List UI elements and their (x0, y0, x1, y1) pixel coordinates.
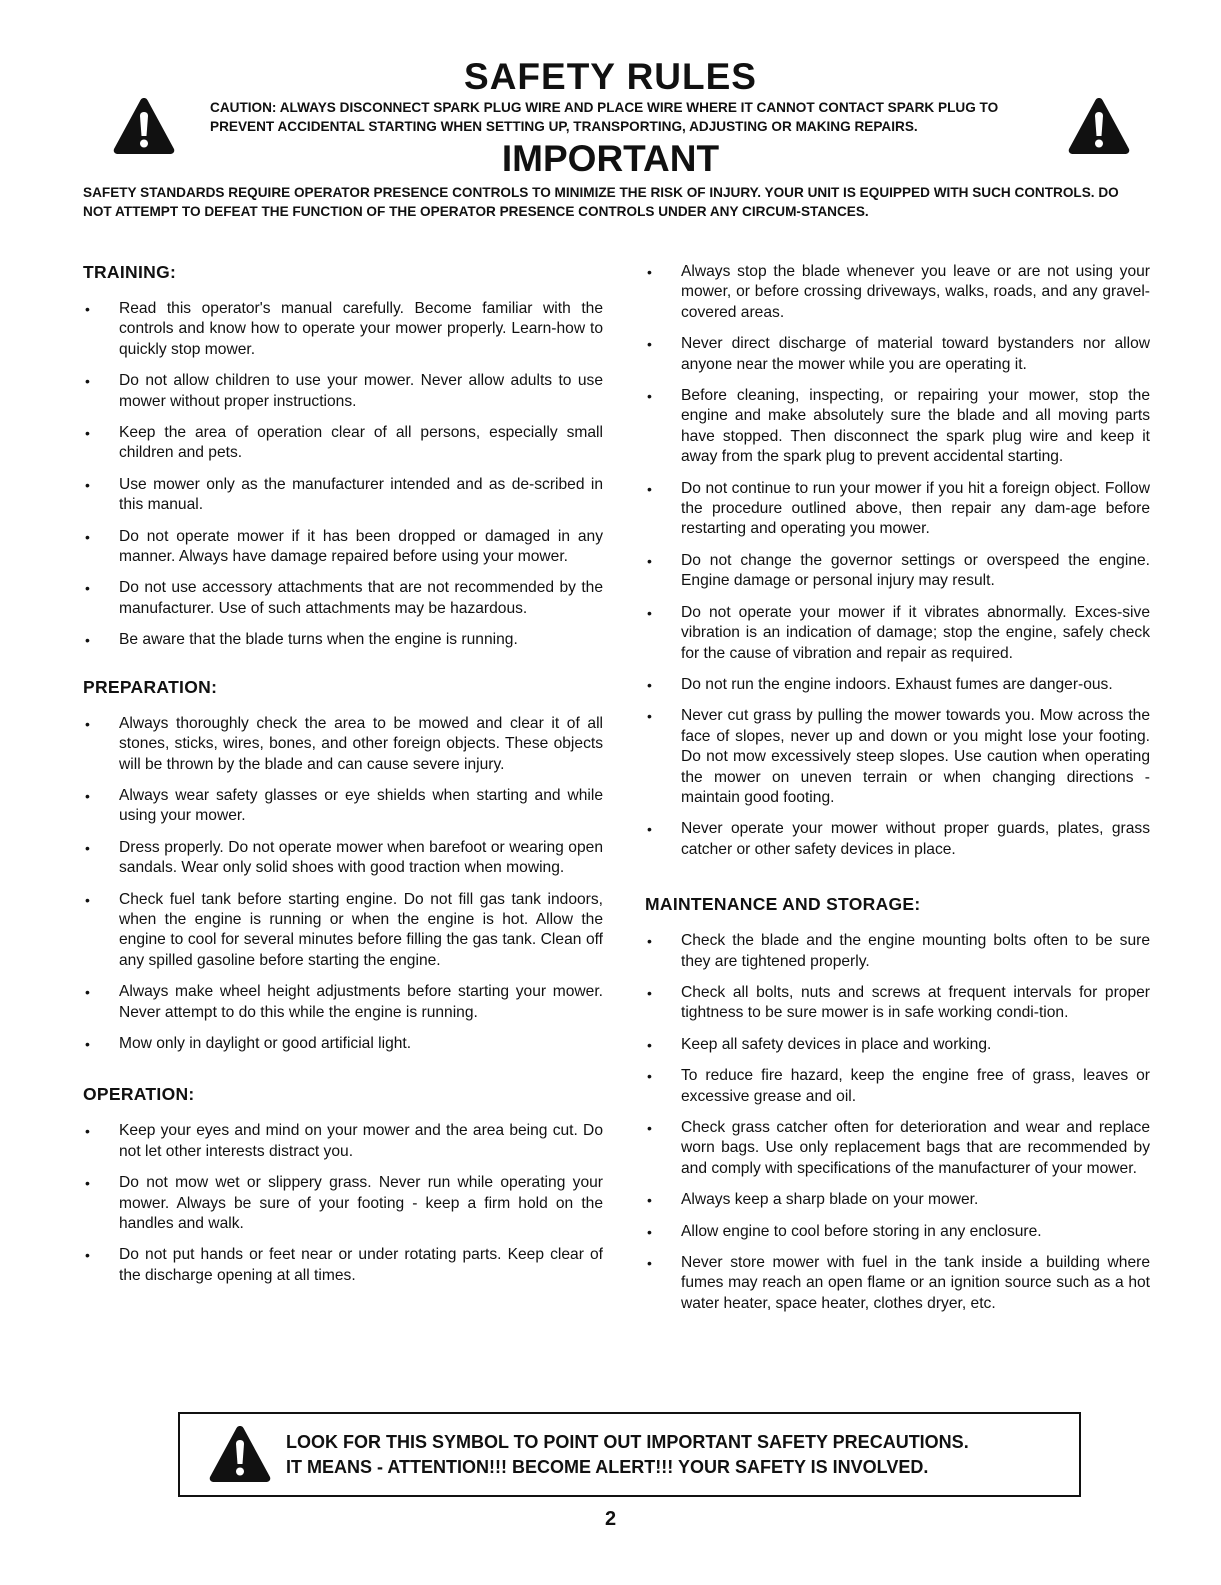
list-item-text: Never operate your mower without proper guards, plates, grass catcher or other safety devices in place. (681, 820, 1150, 858)
bullet-icon: • (85, 301, 90, 317)
list-item (83, 786, 603, 827)
list-item (645, 603, 1150, 664)
list-item-text: Do not use accessory attachments that are not recommended by the manufacturer. Use of such attachments may be hazardous. (119, 579, 603, 617)
list-item (83, 630, 603, 650)
operation-list (83, 1121, 603, 1286)
list-item-text: To reduce fire hazard, keep the engine free of grass, leaves or excessive grease and oil. (681, 1067, 1150, 1105)
list-item-text: Check fuel tank before starting engine. Do not fill gas tank indoors, when the engine is running or when the engine is hot. Allow the engine to cool for several minutes before filling the gas tank. Clean off any spilled gasoline before starting the engine. (119, 890, 603, 969)
list-item-text: Check all bolts, nuts and screws at frequent intervals for proper tightness to be sure mower is in safe working condi-tion. (681, 983, 1150, 1022)
list-item (645, 479, 1150, 540)
list-item-text: Keep the area of operation clear of all persons, especially small children and pets. (119, 424, 603, 462)
bullet-icon: • (647, 1068, 652, 1085)
bullet-icon: • (647, 1255, 652, 1272)
important-heading: IMPORTANT (501, 138, 720, 179)
bullet-icon: • (647, 604, 652, 621)
warning-triangle-icon (208, 1424, 272, 1484)
bullet-icon: • (85, 787, 90, 804)
bullet-icon: • (647, 1120, 652, 1136)
list-item (83, 475, 603, 516)
caution-text: CAUTION: ALWAYS DISCONNECT SPARK PLUG WIRE AND PLACE WIRE WHERE IT CANNOT CONTACT SPARK PLUG TO PREVENT ACCIDENTAL STARTING WHEN SETTING UP, TRANSPORTING, ADJUSTING OR MAKING REPAIRS. (210, 100, 999, 134)
list-item (645, 819, 1150, 860)
list-item (83, 1034, 603, 1054)
bullet-icon: • (85, 891, 90, 908)
list-item (645, 1222, 1150, 1242)
bullet-icon: • (647, 933, 652, 950)
bullet-icon: • (647, 821, 652, 838)
list-item-text: Read this operator's manual carefully. Become familiar with the controls and know how to operate your mower properly. Learn-how to quickly stop mower. (119, 300, 603, 358)
bullet-icon: • (647, 708, 652, 725)
list-item (645, 983, 1150, 1024)
bullet-icon: • (647, 336, 652, 353)
maintenance-list (645, 931, 1150, 1314)
page-title: SAFETY RULES (464, 56, 757, 97)
list-item-text: Do not operate your mower if it vibrates abnormally. Exces-sive vibration is an indication of damage; stop the engine, safely check for the cause of vibration and repair as required. (681, 603, 1150, 662)
bullet-icon: • (85, 476, 90, 493)
operation-heading: OPERATION: (83, 1084, 195, 1105)
list-item-text: Mow only in daylight or good artificial light. (119, 1034, 412, 1052)
bullet-icon: • (85, 984, 90, 1001)
bullet-icon: • (85, 1247, 90, 1264)
notice-line-1: LOOK FOR THIS SYMBOL TO POINT OUT IMPORTANT SAFETY PRECAUTIONS. (286, 1432, 969, 1452)
bullet-icon: • (647, 676, 652, 693)
list-item (83, 423, 603, 464)
bullet-icon: • (85, 839, 90, 856)
list-item (83, 299, 603, 360)
list-item-text: Do not mow wet or slippery grass. Never run while operating your mower. Always be sure of your footing - keep a firm hold on the handles and walk. (119, 1174, 603, 1232)
bullet-icon: • (647, 264, 652, 280)
list-item-text: Do not operate mower if it has been dropped or damaged in any manner. Always have damage repaired before using your mower. (119, 527, 603, 566)
bullet-icon: • (647, 1192, 652, 1209)
page-number: 2 (604, 1508, 617, 1530)
operation-continued-list (645, 262, 1150, 860)
list-item (645, 931, 1150, 972)
list-item (83, 578, 603, 619)
list-item-text: Never direct discharge of material toward bystanders nor allow anyone near the mower while you are operating it. (681, 335, 1150, 373)
training-list (83, 299, 603, 651)
list-item-text: Always keep a sharp blade on your mower. (681, 1191, 979, 1209)
bullet-icon: • (85, 373, 90, 390)
bullet-icon: • (647, 388, 652, 405)
bullet-icon: • (647, 552, 652, 569)
list-item (645, 675, 1150, 695)
list-item (83, 714, 603, 775)
attention-notice-box (178, 1412, 1081, 1497)
list-item-text: Do not change the governor settings or overspeed the engine. Engine damage or personal injury may result. (681, 551, 1150, 590)
list-item (645, 262, 1150, 323)
left-column (83, 262, 603, 1297)
bullet-icon: • (647, 480, 652, 497)
list-item-text: Always wear safety glasses or eye shields when starting and while using your mower. (119, 786, 603, 825)
list-item-text: Do not allow children to use your mower. Never allow adults to use mower without proper instructions. (119, 372, 603, 410)
list-item-text: Dress properly. Do not operate mower when barefoot or wearing open sandals. Wear only solid shoes with good traction when mowing. (119, 838, 603, 877)
list-item (83, 527, 603, 568)
list-item (83, 890, 603, 972)
bullet-icon: • (85, 1175, 90, 1192)
list-item-text: Always thoroughly check the area to be mowed and clear it of all stones, sticks, wires, bones, and other foreign objects. These objects will be thrown by the blade and can cause severe injury. (119, 714, 603, 773)
preparation-heading: PREPARATION: (83, 676, 218, 697)
list-item (645, 334, 1150, 375)
list-item (83, 1121, 603, 1162)
list-item-text: Use mower only as the manufacturer intended and as de-scribed in this manual. (119, 475, 603, 514)
bullet-icon: • (647, 1036, 652, 1053)
list-item (645, 706, 1150, 808)
training-heading: TRAINING: (83, 262, 177, 282)
maintenance-heading: MAINTENANCE AND STORAGE: (645, 894, 921, 915)
list-item-text: Keep your eyes and mind on your mower and the area being cut. Do not let other interests distract you. (119, 1122, 603, 1160)
list-item (83, 982, 603, 1023)
list-item-text: Do not run the engine indoors. Exhaust fumes are danger-ous. (681, 675, 1113, 693)
bullet-icon: • (85, 632, 90, 649)
list-item-text: Always stop the blade whenever you leave or are not using your mower, or before crossing driveways, walks, roads, and any gravel-covered areas. (681, 263, 1150, 321)
bullet-icon: • (647, 1223, 652, 1240)
list-item (645, 1035, 1150, 1055)
notice-text (286, 1430, 969, 1480)
list-item (645, 551, 1150, 592)
bullet-icon: • (85, 1035, 90, 1052)
list-item (83, 1245, 603, 1286)
bullet-icon: • (85, 715, 90, 732)
list-item-text: Check the blade and the engine mounting bolts often to be sure they are tightened properly. (681, 932, 1150, 970)
list-item-text: Keep all safety devices in place and working. (681, 1035, 992, 1053)
list-item-text: Allow engine to cool before storing in any enclosure. (681, 1222, 1042, 1240)
bullet-icon: • (85, 1123, 90, 1140)
list-item (83, 371, 603, 412)
list-item-text: Do not continue to run your mower if you hit a foreign object. Follow the procedure outlined above, then repair any dam-age before restarting and operating you mower. (681, 479, 1150, 538)
list-item-text: Before cleaning, inspecting, or repairing your mower, stop the engine and make absolutely sure the blade and all moving parts have stopped. Then disconnect the spark plug wire and keep it away from the spark plug to prevent accidental starting. (681, 387, 1150, 466)
bullet-icon: • (647, 984, 652, 1001)
bullet-icon: • (85, 425, 90, 442)
list-item-text: Be aware that the blade turns when the engine is running. (119, 631, 518, 649)
list-item (645, 1253, 1150, 1314)
list-item (83, 1173, 603, 1234)
list-item-text: Never cut grass by pulling the mower towards you. Mow across the face of slopes, never up and down or you might lose your footing. Do not mow excessively steep slopes. Use caution when operating the mower on uneven terrain or when changing directions - maintain good footing. (681, 707, 1150, 806)
list-item-text: Check grass catcher often for deterioration and wear and replace worn bags. Use only replacement bags that are recommended by and comply with specifications of the manufacturer of your mower. (681, 1119, 1150, 1177)
list-item-text: Do not put hands or feet near or under rotating parts. Keep clear of the discharge opening at all times. (119, 1246, 603, 1284)
list-item (83, 838, 603, 879)
list-item (645, 1118, 1150, 1179)
preparation-list (83, 714, 603, 1055)
right-column (645, 262, 1150, 1325)
list-item (645, 1066, 1150, 1107)
bullet-icon: • (85, 528, 90, 545)
list-item-text: Always make wheel height adjustments before starting your mower. Never attempt to do this while the engine is running. (119, 983, 603, 1021)
notice-line-2: IT MEANS - ATTENTION!!! BECOME ALERT!!! YOUR SAFETY IS INVOLVED. (286, 1457, 929, 1477)
bullet-icon: • (85, 580, 90, 597)
list-item (645, 1190, 1150, 1210)
safety-standards-text: SAFETY STANDARDS REQUIRE OPERATOR PRESENCE CONTROLS TO MINIMIZE THE RISK OF INJURY. YOUR UNIT IS EQUIPPED WITH SUCH CONTROLS. DO NOT ATTEMPT TO DEFEAT THE FUNCTION OF THE OPERATOR PRESENCE CONTROLS UNDER ANY CIRCUM-STANCES. (83, 185, 1119, 219)
list-item-text: Never store mower with fuel in the tank inside a building where fumes may reach an open flame or an ignition source such as a hot water heater, space heater, clothes dryer, etc. (681, 1254, 1150, 1312)
list-item (645, 386, 1150, 468)
